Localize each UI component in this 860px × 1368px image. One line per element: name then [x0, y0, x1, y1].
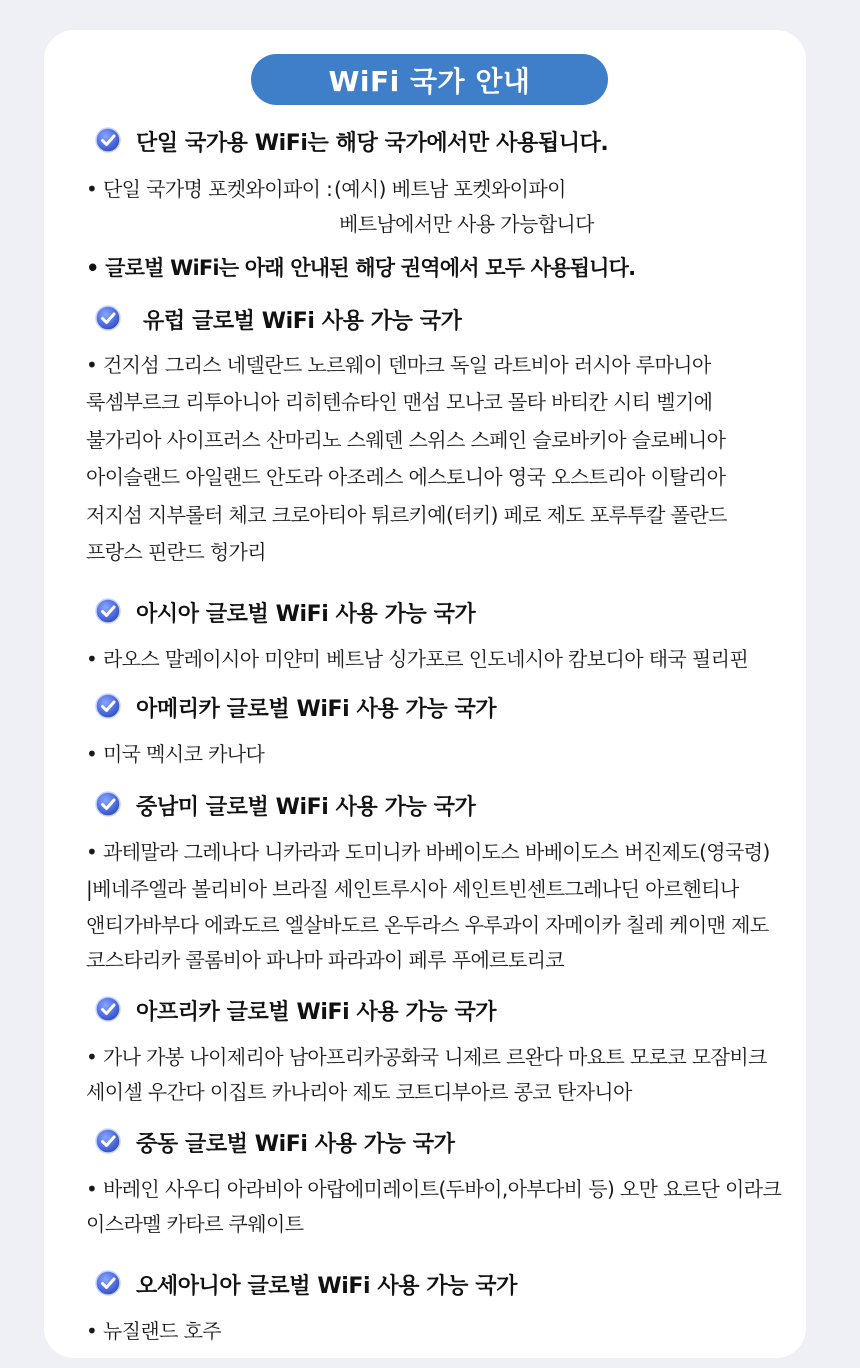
middle-east-line: • 바레인 사우디 아라비아 아랍에미레이트(두바이,아부다비 등) 오만 요르단 이라크 — [86, 1177, 782, 1201]
middle-east-line: 이스라멜 카타르 쿠웨이트 — [86, 1212, 304, 1236]
check-circle-icon — [95, 996, 121, 1022]
africa-heading: 아프리카 글로벌 WiFi 사용 가능 국가 — [136, 1000, 497, 1025]
check-circle-icon — [95, 693, 121, 719]
middle-east-heading: 중동 글로벌 WiFi 사용 가능 국가 — [136, 1132, 455, 1157]
europe-line: 프랑스 핀란드 헝가리 — [86, 540, 266, 564]
check-circle-icon — [95, 598, 121, 624]
latam-line: 앤티가바부다 에콰도르 엘살바도르 온두라스 우루과이 자메이카 칠레 케이맨 제도 — [86, 913, 769, 937]
single-example-line1: (예시) 베트남 포켓와이파이 — [334, 177, 566, 201]
check-circle-icon — [95, 1270, 121, 1296]
europe-line: 룩셈부르크 리투아니아 리히텐슈타인 맨섬 모나코 몰타 바티칸 시티 벨기에 — [86, 390, 713, 414]
page-title: WiFi 국가 안내 — [328, 64, 531, 98]
america-line: • 미국 멕시코 카나다 — [86, 742, 265, 766]
latam-line: |베네주엘라 볼리비아 브라질 세인트루시아 세인트빈센트그레나딘 아르헨티나 — [86, 877, 739, 901]
europe-line: • 건지섬 그리스 네델란드 노르웨이 덴마크 독일 라트비아 러시아 루마니아 — [86, 353, 711, 377]
europe-heading: 유럽 글로벌 WiFi 사용 가능 국가 — [143, 309, 462, 334]
page-title-pill — [251, 54, 608, 105]
check-circle-icon — [95, 127, 121, 153]
africa-line: • 가나 가봉 나이제리아 남아프리카공화국 니제르 르완다 마요트 모로코 모잠비크 — [86, 1045, 767, 1069]
latam-line: 코스타리카 콜롬비아 파나마 파라과이 페루 푸에르토리코 — [86, 948, 565, 972]
global-note: • 글로벌 WiFi는 아래 안내된 해당 권역에서 모두 사용됩니다. — [86, 256, 636, 280]
single-example-label: • 단일 국가명 포켓와이파이 : — [86, 177, 333, 201]
check-circle-icon — [95, 791, 121, 817]
oceania-line: • 뉴질랜드 호주 — [86, 1319, 222, 1343]
europe-line: 아이슬랜드 아일랜드 안도라 아조레스 에스토니아 영국 오스트리아 이탈리아 — [86, 465, 726, 489]
america-heading: 아메리카 글로벌 WiFi 사용 가능 국가 — [136, 697, 497, 722]
europe-line: 저지섬 지부롤터 체코 크로아티아 튀르키예(터키) 페로 제도 포루투칼 폴란드 — [86, 503, 727, 527]
asia-line: • 라오스 말레이시아 미얀미 베트남 싱가포르 인도네시아 캄보디아 태국 필리핀 — [86, 647, 749, 671]
europe-line: 불가리아 사이프러스 산마리노 스웨덴 스위스 스페인 슬로바키아 슬로베니아 — [86, 428, 726, 452]
latam-line: • 과테말라 그레나다 니카라과 도미니카 바베이도스 바베이도스 버진제도(영국령) — [86, 840, 770, 864]
oceania-heading: 오세아니아 글로벌 WiFi 사용 가능 국가 — [136, 1274, 518, 1299]
latam-heading: 중남미 글로벌 WiFi 사용 가능 국가 — [136, 795, 476, 820]
single-country-heading: 단일 국가용 WiFi는 해당 국가에서만 사용됩니다. — [136, 131, 609, 156]
asia-heading: 아시아 글로벌 WiFi 사용 가능 국가 — [136, 602, 476, 627]
single-example-line2: 베트남에서만 사용 가능합니다 — [339, 212, 594, 236]
africa-line: 세이셀 우간다 이집트 카나리아 제도 코트디부아르 콩코 탄자니아 — [86, 1080, 632, 1104]
check-circle-icon — [95, 305, 121, 331]
check-circle-icon — [95, 1128, 121, 1154]
